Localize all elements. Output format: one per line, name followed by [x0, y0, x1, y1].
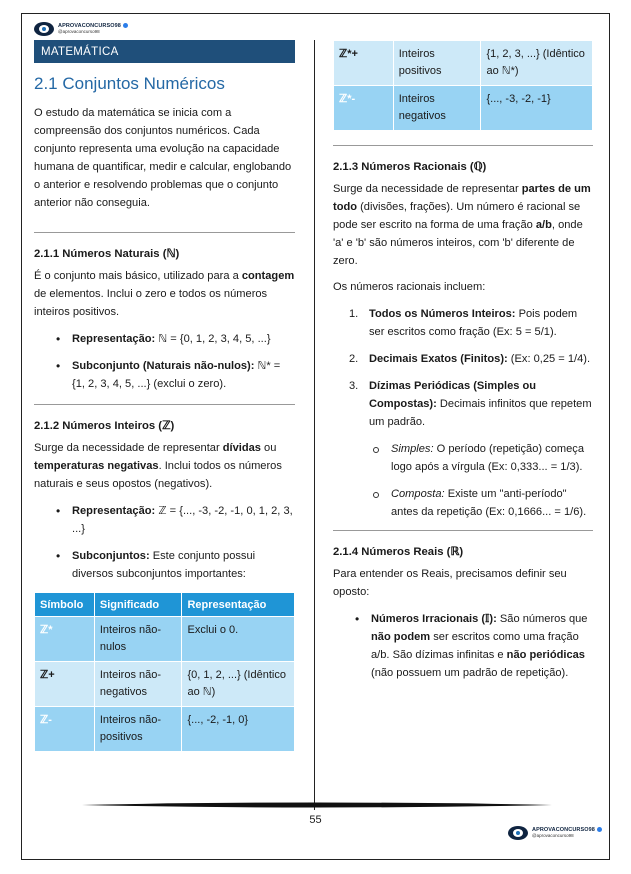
racionais-paragraph: Surge da necessidade de representar partes de um todo (divisões, frações). Um número é racional se pode ser escrito na forma de uma fração a/b, onde 'a' e 'b' são números inteiros, com 'b' diferente de zero. — [333, 183, 591, 267]
heading-racionais: 2.1.3 Números Racionais (ℚ) — [333, 161, 487, 173]
table-cell: {..., -2, -1, 0} — [182, 707, 295, 752]
racionais-list — [333, 305, 593, 521]
brand-handle: @aprovaconcurso98 — [58, 29, 100, 35]
table-row — [334, 41, 593, 86]
verified-icon — [597, 827, 602, 832]
table-cell: Inteiros positivos — [393, 41, 481, 86]
brand-name: APROVACONCURSO98 — [532, 826, 595, 833]
table-cell: Inteiros negativos — [393, 86, 481, 131]
table-cell: ℤ- — [35, 707, 95, 752]
brand-handle: @aprovaconcurso98 — [532, 833, 574, 839]
brand-footer — [508, 826, 602, 840]
list-item: 3. Dízimas Periódicas (Simples ou Compostas): Decimais infinitos que repetem um padrão. Simples: O período (repetição) começa logo após a vírgula (Ex: 0,333... = 1/3). Composta: Existe um "anti-período" antes da repetição (Ex: 0,1666... = 1/6). — [333, 377, 593, 521]
brand-header — [34, 22, 128, 36]
table-header: Símbolo — [35, 593, 95, 617]
table-cell: Inteiros não-negativos — [94, 662, 182, 707]
section-divider — [333, 145, 593, 146]
list-item: • Representação: ℤ = {..., -3, -2, -1, 0, 1, 2, 3, ...} — [34, 502, 295, 538]
table-row — [35, 617, 295, 662]
racionais-intro: Os números racionais incluem: — [333, 281, 486, 293]
table-header-row — [35, 593, 295, 617]
list-item: Simples: O período (repetição) começa logo após a vírgula (Ex: 0,333... = 1/3). — [369, 440, 593, 476]
list-item: 2. Decimais Exatos (Finitos): (Ex: 0,25 = 1/4). — [349, 353, 591, 365]
list-item: • Representação: ℕ = {0, 1, 2, 3, 4, 5, ...} — [34, 330, 295, 348]
naturais-paragraph: É o conjunto mais básico, utilizado para a contagem de elementos. Inclui o zero e todos os números inteiros positivos. — [34, 270, 295, 318]
table-header: Representação — [182, 593, 295, 617]
table-row — [334, 86, 593, 131]
table-cell: Inteiros não-nulos — [94, 617, 182, 662]
heading-inteiros: 2.1.2 Números Inteiros (ℤ) — [34, 420, 175, 432]
column-divider — [314, 40, 315, 810]
left-column — [34, 40, 295, 752]
table-header: Significado — [94, 593, 182, 617]
brand-logo-icon — [508, 826, 528, 840]
heading-naturais: 2.1.1 Números Naturais (ℕ) — [34, 248, 180, 260]
inteiros-list — [34, 502, 295, 583]
reais-list — [333, 610, 593, 682]
list-item: Composta: Existe um "anti-período" antes da repetição (Ex: 0,1666... = 1/6). — [369, 485, 593, 521]
dizimas-sublist — [369, 440, 593, 521]
page-number: 55 — [309, 814, 322, 826]
section-title-bar: MATEMÁTICA — [34, 40, 295, 63]
table-row — [35, 662, 295, 707]
table-cell: Inteiros não-positivos — [94, 707, 182, 752]
subsets-table — [34, 592, 295, 752]
table-cell: ℤ*- — [334, 86, 394, 131]
brand-logo-icon — [34, 22, 54, 36]
table-cell: {..., -3, -2, -1} — [481, 86, 593, 131]
naturais-list — [34, 330, 295, 393]
section-divider — [34, 232, 295, 233]
table-cell: ℤ* — [35, 617, 95, 662]
intro-paragraph: O estudo da matemática se inicia com a compreensão dos conjuntos numéricos. Cada conjunto representa uma evolução na capacidade humana de quantificar, medir e calcular, englobando o anterior e resolvendo problemas que o conjunto anterior não conseguia. — [34, 107, 292, 209]
verified-icon — [123, 23, 128, 28]
right-column — [333, 40, 593, 691]
list-item: • Números Irracionais (𝕀): São números que não podem ser escritos como uma fração a/b. São dízimas infinitas e não periódicas (não possuem um padrão de repetição). — [333, 610, 593, 682]
list-item: 1. Todos os Números Inteiros: Pois podem ser escritos como fração (Ex: 5 = 5/1). — [349, 308, 578, 338]
section-divider — [34, 404, 295, 405]
subsets-table-continued — [333, 40, 593, 131]
list-item: • Subconjuntos: Este conjunto possui diversos subconjuntos importantes: — [34, 547, 295, 583]
reais-paragraph: Para entender os Reais, precisamos definir seu oposto: — [333, 568, 567, 598]
brand-name: APROVACONCURSO98 — [58, 22, 121, 29]
table-cell: Exclui o 0. — [182, 617, 295, 662]
heading-reais: 2.1.4 Números Reais (ℝ) — [333, 546, 464, 558]
table-cell: {1, 2, 3, ...} (Idêntico ao ℕ*) — [481, 41, 593, 86]
list-item: • Subconjunto (Naturais não-nulos): ℕ* = {1, 2, 3, 4, 5, ...} (exclui o zero). — [34, 357, 295, 393]
inteiros-paragraph: Surge da necessidade de representar dívidas ou temperaturas negativas. Inclui todos os números naturais e seus opostos (negativos). — [34, 442, 282, 490]
table-cell: {0, 1, 2, ...} (Idêntico ao ℕ) — [182, 662, 295, 707]
table-cell: ℤ*+ — [334, 41, 394, 86]
table-row — [35, 707, 295, 752]
section-divider — [333, 530, 593, 531]
page-title: 2.1 Conjuntos Numéricos — [34, 74, 225, 93]
footer-ornament — [82, 801, 552, 809]
table-cell: ℤ+ — [35, 662, 95, 707]
